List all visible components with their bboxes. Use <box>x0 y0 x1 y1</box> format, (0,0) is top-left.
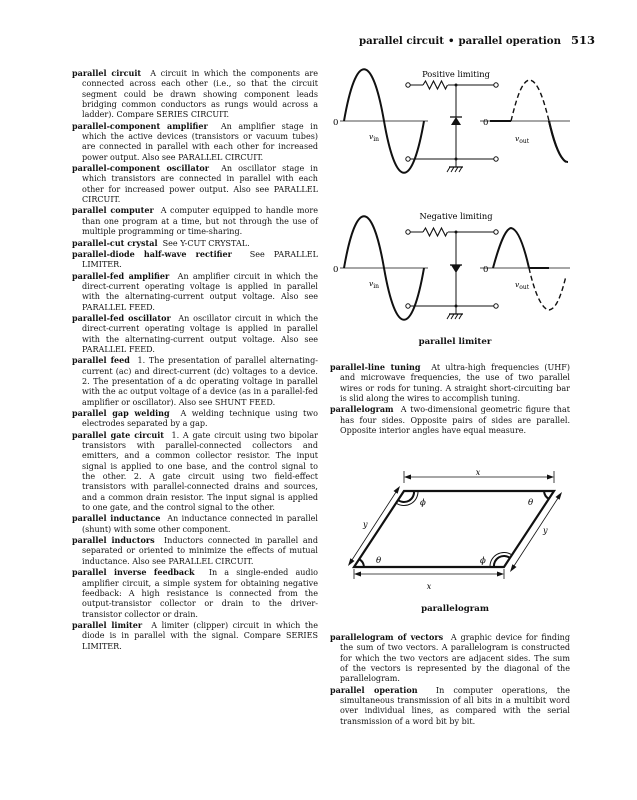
entry-text: A limiter (clipper) circuit in which the diode is in parallel with the signal. Compare SERIES LIMITER. <box>82 620 318 651</box>
entry-text: An amplifier stage in which the active devices (transistors or vacuum tubes) are connected in parallel with each other for increased power output. Also see PARALLEL CIRCUIT. <box>82 121 319 162</box>
x-top-label: x <box>475 468 481 477</box>
entry-text: A two-dimensional geometric figure that has four sides. Opposite pairs of sides are parallel. Opposite interior angles have equal measure. <box>340 405 570 436</box>
entry-text: An oscillator stage in which transistors are connected in parallel with each other for increased power output. Also see PARALLEL CIRCUIT. <box>82 164 318 205</box>
bottom-out-terminal-top <box>494 230 498 234</box>
parallelogram-shape <box>354 491 554 567</box>
bottom-vin-sub: in <box>373 283 380 290</box>
phi-bottom-right: ϕ <box>480 556 486 566</box>
x-top-arrowhead-right <box>547 475 554 480</box>
entry-term: parallel feed <box>72 355 130 366</box>
y-left-arrow <box>350 489 398 563</box>
entry <box>72 355 318 408</box>
entry <box>330 404 570 436</box>
y-left-arrowhead-top <box>394 486 401 494</box>
top-vout-sub: out <box>519 138 530 145</box>
top-output-wave-negative <box>549 121 566 162</box>
top-output-wave-solid <box>549 121 568 162</box>
phi-top-left: ϕ <box>420 498 426 508</box>
top-ground-hatch <box>447 167 462 172</box>
top-vout-label <box>515 134 530 145</box>
entry-term: parallel gate circuit <box>72 429 164 440</box>
entry <box>72 121 318 163</box>
entry-term: parallel inductance <box>72 513 161 524</box>
entry-term: parallel computer <box>72 205 154 216</box>
top-output-wave-dashed <box>511 80 549 121</box>
bottom-in-terminal-top <box>406 230 410 234</box>
entry-text: A computer equipped to handle more than one program at a time, but not through the use of multiple programming or time-sharing. <box>82 206 318 237</box>
header-left-term: parallel circuit <box>359 35 444 47</box>
top-vout-v: v <box>515 134 520 143</box>
entry-text: A circuit in which the components are connected across each other (i.e., so that the circuit segment could be drawn showing component leads bridging common conductors as rungs would across a ladder). Compare SERIES CIRCUIT. <box>82 69 318 120</box>
bottom-vout-label <box>515 280 530 291</box>
bottom-vout-sub: out <box>519 284 530 291</box>
entry <box>330 685 570 727</box>
top-vin-label <box>369 132 379 143</box>
entry <box>72 249 318 271</box>
entry-text: 1. A gate circuit using two bipolar transistors with parallel-connected collectors and emitters, and a common collector resistor. The input signal is applied to one base, and the control signal to the other. 2. A gate circuit using two field-effect transistors with parallel-connected drains and sources, and a common drain resistor. The input signal is applied to one gate, and the control signal to the other. <box>82 430 318 513</box>
top-vin-sub: in <box>373 136 380 143</box>
entry-term: parallel-component oscillator <box>72 163 210 174</box>
entry-text: 1. The presentation of parallel alternating-current (ac) and direct-current (dc) voltages to a device. 2. The presentation of a dc operating voltage in parallel with the ac output voltage of a device (as in a parallel-fed amplifier or oscillator). Also see SHUNT FEED. <box>82 356 318 407</box>
top-in-terminal-top <box>406 83 410 87</box>
top-diode-triangle <box>451 117 461 125</box>
entry-term: parallel-fed oscillator <box>72 312 171 323</box>
entry <box>72 567 318 620</box>
entry-term: parallel-fed amplifier <box>72 270 170 281</box>
bottom-vin-v: v <box>369 279 374 288</box>
y-left-label: y <box>363 520 368 529</box>
theta-bottom-left: θ <box>376 556 382 566</box>
page-number: 513 <box>570 33 595 47</box>
y-left-arrowhead-bottom <box>348 558 355 566</box>
entry-term: parallel-component amplifier <box>72 120 208 131</box>
bottom-output-wave-dashed <box>529 268 566 310</box>
parallel-limiter-caption: parallel limiter <box>418 337 492 347</box>
entry <box>72 430 318 514</box>
angle-arc-bottom-left <box>359 559 364 567</box>
bottom-vout-v: v <box>515 280 520 289</box>
positive-limiting-title: Positive limiting <box>422 69 490 79</box>
bottom-zero-in: 0 <box>333 265 339 275</box>
angle-arc-top-right <box>544 491 549 499</box>
entry-term: parallelogram of vectors <box>330 632 444 642</box>
entry-text: An amplifier circuit in which the direct-current operating voltage is applied in parallel with the alternating-current output voltage. Also see PARALLEL FEED. <box>82 271 318 312</box>
entry <box>72 238 318 249</box>
entry <box>72 68 318 121</box>
entry <box>72 313 318 355</box>
top-zero-out: 0 <box>483 118 489 128</box>
entry-text: A graphic device for finding the sum of two vectors. A parallelogram is constructed for which the two vectors are adjacent sides. The sum of the vectors is represented by the diagonal of the parallelogram. <box>340 633 570 684</box>
entry-term: parallel gap welding <box>72 408 170 418</box>
top-zero-in: 0 <box>333 118 339 128</box>
x-bottom-arrowhead-left <box>354 572 361 577</box>
negative-limiting-title: Negative limiting <box>419 211 493 221</box>
header-right-term: parallel operation <box>458 35 561 47</box>
parallelogram-figure <box>340 465 570 600</box>
parallelogram-caption: parallelogram <box>421 604 489 614</box>
entry <box>72 535 318 567</box>
entry-term: parallel-diode half-wave rectifier <box>72 248 232 259</box>
top-out-terminal-top <box>494 83 498 87</box>
entry <box>330 362 570 404</box>
entry <box>72 513 318 535</box>
entry-text: At ultra-high frequencies (UHF) and microwave frequencies, the use of two parallel wires or rods for tuning. A straight short-circuiting bar is slid along the wires to accomplish tuning. <box>340 363 570 404</box>
entry <box>330 632 570 685</box>
parallel-limiter-figure <box>330 66 575 351</box>
entry-term: parallel operation <box>330 684 418 695</box>
bottom-diode-triangle <box>451 265 461 273</box>
right-column-middle <box>330 362 570 436</box>
x-bottom-label: x <box>426 582 432 591</box>
entry-term: parallel inverse feedback <box>72 567 195 578</box>
entry-term: parallel circuit <box>72 68 142 78</box>
top-in-terminal-bottom <box>406 157 410 161</box>
entry-text: A welding technique using two electrodes separated by a gap. <box>82 409 318 429</box>
bottom-in-terminal-bottom <box>406 304 410 308</box>
running-header <box>300 33 595 47</box>
bottom-resistor <box>423 228 448 236</box>
entry <box>72 408 318 430</box>
entry-text: In computer operations, the simultaneous transmission of all bits in a multibit word over individual lines, as compared with the serial transmission of a word bit by bit. <box>340 685 570 726</box>
entry <box>72 620 318 652</box>
entry-text: See Y-CUT CRYSTAL. <box>162 238 250 248</box>
y-right-arrow <box>512 495 560 569</box>
entry-text: In a single-ended audio amplifier circuit, a simple system for obtaining negative feedback: A high resistance is connected from the output-transistor collector or drain to the driver-transistor collector or drain. <box>82 568 318 619</box>
entry <box>72 205 318 237</box>
top-vin-v: v <box>369 132 374 141</box>
x-top-arrowhead-left <box>404 475 411 480</box>
bottom-out-terminal-bottom <box>494 304 498 308</box>
theta-top-right: θ <box>528 498 534 508</box>
bottom-vin-label <box>369 279 379 290</box>
y-right-arrowhead-top <box>556 492 563 500</box>
y-right-label: y <box>543 526 548 535</box>
y-right-arrowhead-bottom <box>510 564 517 572</box>
top-resistor <box>423 81 448 89</box>
header-separator: • <box>447 35 455 47</box>
entry-term: parallel inductors <box>72 535 155 546</box>
bottom-output-wave-solid <box>493 228 529 268</box>
entry-text: An inductance connected in parallel (shunt) with some other component. <box>82 514 318 534</box>
entry-text: An oscillator circuit in which the direct-current operating voltage is applied in parallel with the alternating-current output voltage. Also see PARALLEL FEED. <box>82 313 318 354</box>
entry-term: parallel limiter <box>72 619 143 630</box>
entry-text: Inductors connected in parallel and separated or oriented to minimize the effects of mutual inductance. Also see PARALLEL CIRCUIT. <box>82 536 318 566</box>
top-out-terminal-bottom <box>494 157 498 161</box>
x-bottom-arrowhead-right <box>497 572 504 577</box>
right-column-bottom <box>330 632 570 727</box>
left-column <box>72 68 318 652</box>
entry-term: parallel-line tuning <box>330 362 421 372</box>
entry-term: parallel-cut crystal <box>72 237 158 248</box>
bottom-zero-out: 0 <box>483 265 489 275</box>
entry <box>72 271 318 313</box>
entry <box>72 163 318 205</box>
entry-text: See PARALLEL LIMITER. <box>82 249 318 270</box>
entry-term: parallelogram <box>330 404 394 415</box>
bottom-ground-hatch <box>447 314 462 319</box>
